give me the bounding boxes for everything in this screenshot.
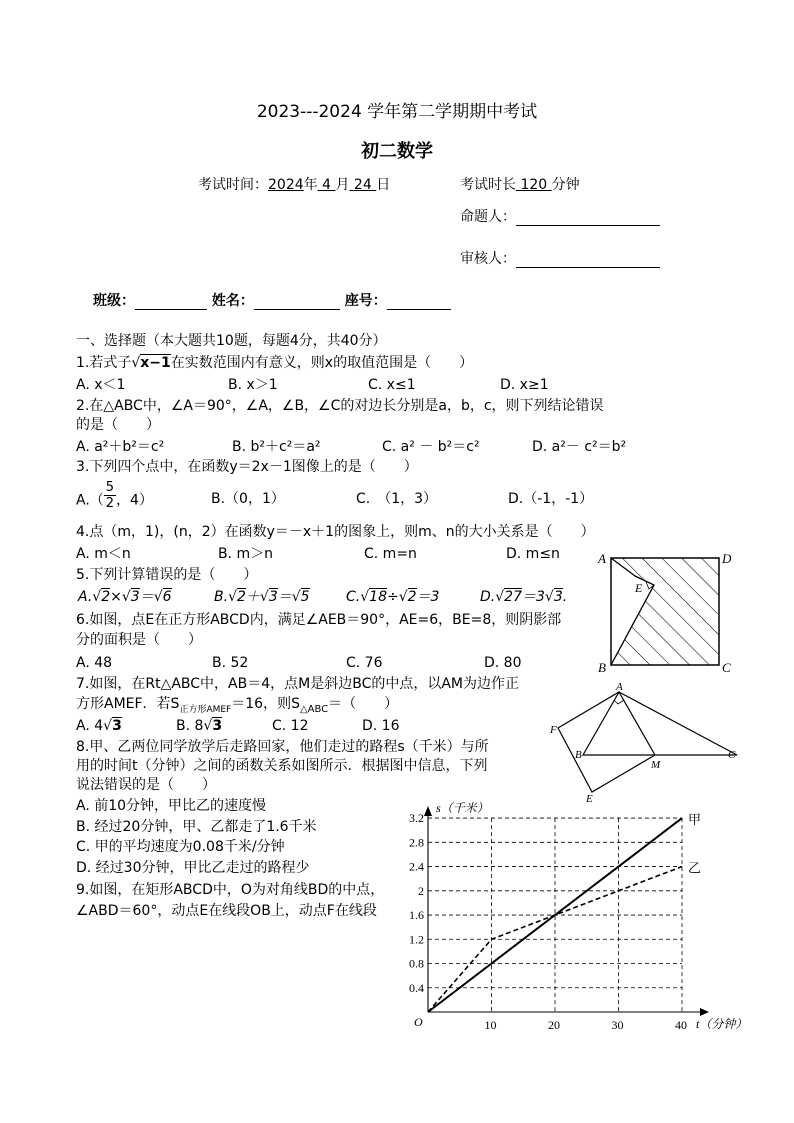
q5-b-r3: 5 (300, 589, 310, 605)
q7-stem2-b: ＝16，则S (231, 696, 300, 712)
q3-frac-den: 2 (105, 496, 115, 511)
q6-stem-line1: 6.如图，点E在正方形ABCD内，满足∠AEB＝90°，AE=6，BE=8，则阴影部 (76, 612, 562, 628)
y-tick-label: 3.2 (409, 811, 424, 826)
q8-option-d: D. 经过30分钟，甲比乙走过的路程少 (76, 860, 310, 876)
q7-option-a: A. 4√3 (76, 718, 122, 734)
series-label: 甲 (688, 812, 702, 828)
q5-c-lbl: C. (346, 589, 361, 605)
q5-d-eq: ＝3 (521, 589, 545, 605)
exam-month (318, 177, 336, 193)
duration-label: 考试时长 (460, 177, 516, 193)
seat-label: 座号： (344, 293, 387, 309)
q7-b-pre: B. 8 (176, 718, 204, 734)
q6-option-a: A. 48 (76, 655, 113, 671)
y-axis-arrow (424, 806, 432, 816)
origin-label: O (414, 1015, 423, 1029)
q5-a-r2: 3 (130, 589, 140, 605)
q4-option-d: D. m≤n (506, 546, 560, 562)
seat-blank[interactable] (387, 293, 451, 310)
exam-day (349, 177, 376, 193)
q7-stem-line2 (76, 695, 398, 719)
y-tick-label: 2.4 (409, 859, 424, 874)
q1-option-c: C. x≤1 (368, 377, 416, 393)
x-tick-label: 30 (611, 1018, 624, 1032)
q4-option-c: C. m=n (364, 546, 417, 562)
q2-option-c: C. a² － b²＝c² (382, 439, 480, 455)
duration-number: 120 (520, 177, 548, 193)
q2-option-d: D. a²－ c²＝b² (532, 439, 627, 455)
label-d: D (722, 551, 732, 566)
q9-stem-line2: ∠ABD＝60°，动点E在线段OB上，动点F在线段 (76, 903, 377, 919)
q3-fraction (104, 480, 116, 511)
x-axis-label: t（分钟） (696, 1017, 748, 1031)
tri-label-f: F (550, 724, 557, 736)
exam-month-value: 4 (322, 177, 332, 193)
exam-year: 2024 (268, 177, 304, 193)
q5-d-end: . (562, 589, 568, 605)
setter-blank[interactable] (516, 209, 660, 226)
q5-a-mid: × (110, 589, 122, 605)
q5-a-eq: ＝ (139, 589, 154, 605)
q7-b-radicand: 3 (212, 718, 223, 734)
day-unit: 日 (376, 177, 391, 193)
q5-a-r3: 6 (162, 589, 172, 605)
q5-option-c: C.√18÷√2＝3 (346, 589, 440, 605)
q1-stem-a: 1.若式子 (76, 355, 132, 371)
x-axis-arrow (700, 1008, 709, 1016)
q6-option-d: D. 80 (484, 655, 522, 671)
y-tick-label: 2 (418, 883, 424, 898)
y-tick-label: 1.2 (409, 932, 424, 947)
q3-frac-num: 5 (105, 480, 115, 495)
q5-option-a: A.√2×√3＝√6 (78, 589, 172, 605)
q5-b-r1: 2 (236, 589, 246, 605)
square-figure (592, 548, 742, 678)
q7-option-d: D. 16 (362, 718, 400, 734)
q4-option-b: B. m＞n (218, 546, 274, 562)
q7-a-pre: A. 4 (76, 718, 104, 734)
q3-option-b: B.（0，1） (211, 491, 285, 507)
q5-d-r2: 3 (553, 589, 563, 605)
q3-opt-a-post: ，4） (116, 492, 153, 509)
exam-duration (460, 176, 580, 194)
y-tick-label: 0.4 (409, 980, 424, 995)
tri-label-a: A (616, 681, 623, 693)
q5-a-lbl: A. (78, 589, 93, 605)
triangle-figure (545, 680, 745, 805)
q6-option-b: B. 52 (212, 655, 249, 671)
q3-option-d: D.（-1，-1） (508, 491, 594, 507)
q2-stem-line1: 2.在△ABC中，∠A＝90°，∠A，∠B，∠C的对边长分别是a，b，c，则下列结论错误 (76, 398, 604, 414)
series-label: 乙 (688, 860, 702, 876)
x-tick-label: 40 (675, 1018, 687, 1032)
duration-unit: 分钟 (551, 177, 580, 193)
label-e: E (635, 581, 643, 595)
q7-option-b: B. 8√3 (176, 718, 223, 734)
q2-stem-line2: 的是（ ） (76, 417, 160, 433)
triangle-abc (583, 692, 737, 755)
q1-sqrt: √x−1 (131, 355, 171, 371)
y-tick-label: 2.8 (409, 835, 424, 850)
q5-b-eq: ＝ (277, 589, 292, 605)
label-c: C (722, 660, 731, 675)
q5-option-d: D.√27＝3√3. (480, 589, 568, 605)
q1-option-d: D. x≥1 (500, 377, 549, 393)
reviewer-blank[interactable] (516, 251, 660, 268)
q8-option-c: C. 甲的平均速度为0.08千米/分钟 (76, 839, 285, 855)
q8-option-a: A. 前10分钟，甲比乙的速度慢 (76, 798, 267, 814)
q8-stem-line3: 说法错误的是（ ） (76, 777, 216, 793)
q2-option-a: A. a²＋b²＝c² (76, 439, 165, 455)
q5-c-r1: 18 (369, 589, 387, 605)
q4-option-a: A. m＜n (76, 546, 131, 562)
duration-value (516, 177, 552, 193)
q6-stem-line2: 分的面积是（ ） (76, 632, 202, 648)
distance-time-chart (400, 800, 770, 1035)
student-info (93, 292, 451, 310)
q7-a-radicand: 3 (112, 718, 122, 734)
q1-stem-b: 在实数范围内有意义，则x的取值范围是（ ） (170, 355, 474, 371)
exam-title: 2023---2024 学年第二学期期中考试 (256, 102, 538, 122)
setter-label: 命题人： (460, 209, 516, 225)
label-b: B (598, 660, 606, 675)
q5-option-b: B.√2＋√3＝√5 (214, 589, 310, 605)
q5-d-r1: 27 (504, 589, 522, 605)
year-unit: 年 (303, 177, 318, 193)
square-amef (558, 692, 655, 792)
q4-stem: 4.点（m，1)，(n，2）在函数y＝－x＋1的图象上，则m、n的大小关系是（ ） (76, 524, 595, 540)
q5-b-mid: ＋ (245, 589, 260, 605)
q3-option-a (76, 480, 153, 511)
setter-field (460, 208, 660, 226)
q3-option-c: C. （1，3） (356, 491, 438, 507)
q6-option-c: C. 76 (346, 655, 383, 671)
q7-stem-line1: 7.如图，在Rt△ABC中，AB＝4，点M是斜边BC的中点，以AM为边作正 (76, 676, 520, 692)
q8-stem-line2: 用的时间t（分钟）之间的函数关系如图所示．根据图中信息，下列 (76, 758, 488, 774)
subject-title: 初二数学 (361, 141, 433, 162)
y-tick-label: 1.6 (409, 908, 424, 923)
exam-day-value: 24 (353, 177, 372, 193)
tri-label-c: C (728, 749, 736, 761)
q7-stem2-a: 方形AMEF．若S (76, 696, 180, 712)
q5-b-r2: 3 (268, 589, 278, 605)
q5-c-r2: 2 (407, 589, 417, 605)
class-blank[interactable] (135, 293, 207, 310)
tri-label-b: B (575, 749, 582, 761)
q7-sub-square: 正方形AMEF (179, 704, 232, 715)
x-tick-label: 10 (484, 1018, 497, 1032)
q1-radicand: x−1 (140, 355, 171, 371)
q2-option-b: B. b²＋c²＝a² (232, 439, 321, 455)
exam-date-label: 考试时间： (198, 177, 268, 193)
label-a: A (598, 551, 606, 566)
q7-sub-triangle: △ABC (299, 703, 329, 715)
y-axis-label: s（千米） (436, 801, 489, 815)
tri-label-e: E (586, 793, 593, 805)
reviewer-label: 审核人： (460, 251, 516, 267)
q3-opt-a-pre: A.（ (76, 492, 104, 509)
shaded-region (611, 558, 719, 665)
q5-c-mid: ÷ (386, 589, 399, 605)
right-angle-a (614, 700, 624, 704)
tri-label-m: M (651, 759, 661, 771)
q1-stem (76, 354, 473, 372)
q7-option-c: C. 12 (272, 718, 309, 734)
q5-stem: 5.下列计算错误的是（ ） (76, 567, 258, 583)
y-tick-label: 0.8 (409, 956, 424, 971)
class-label: 班级： (93, 293, 135, 309)
q5-b-lbl: B. (214, 589, 229, 605)
q1-option-b: B. x＞1 (228, 377, 278, 393)
q7-stem2-c: ＝（ ） (328, 696, 399, 712)
q5-a-r1: 2 (101, 589, 111, 605)
q8-option-b: B. 经过20分钟，甲、乙都走了1.6千米 (76, 819, 317, 835)
name-label: 姓名： (211, 293, 254, 309)
reviewer-field (460, 250, 660, 268)
q9-stem-line1: 9.如图，在矩形ABCD中，O为对角线BD的中点， (76, 882, 385, 898)
q3-stem: 3.下列四个点中，在函数y＝2x－1图像上的是（ ） (76, 459, 418, 475)
exam-date (198, 176, 390, 194)
q8-stem-line1: 8.甲、乙两位同学放学后走路回家，他们走过的路程s（千米）与所 (76, 739, 489, 755)
month-unit: 月 (335, 177, 350, 193)
q5-d-lbl: D. (480, 589, 496, 605)
x-tick-label: 20 (548, 1018, 560, 1032)
section-heading: 一、选择题（本大题共10题，每题4分，共40分） (76, 333, 387, 349)
q5-c-eq: ＝3 (416, 589, 440, 605)
q1-option-a: A. x＜1 (76, 377, 126, 393)
name-blank[interactable] (254, 293, 340, 310)
